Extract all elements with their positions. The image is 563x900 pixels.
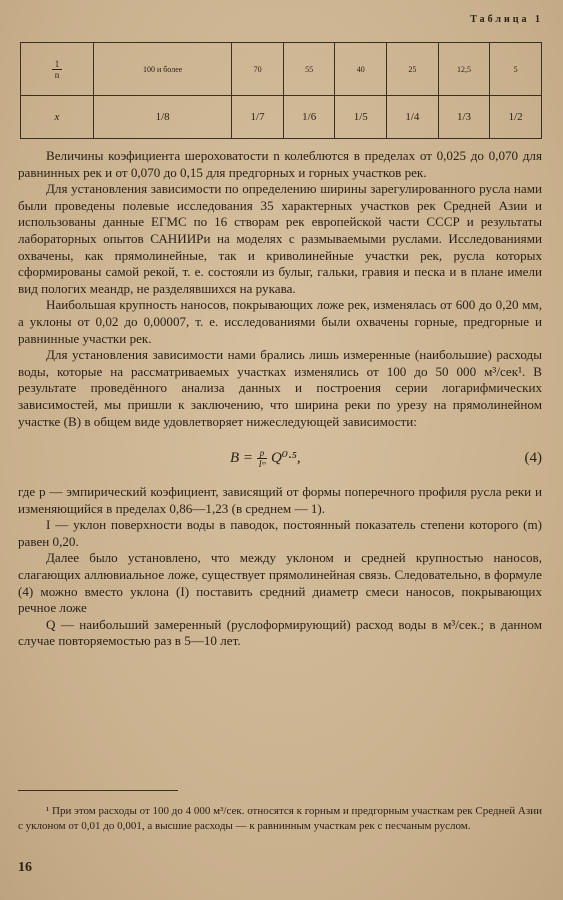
table-caption: Таблица 1: [470, 14, 543, 25]
paragraph: Для установления зависимости по определению ширины зарегулированного русла нами были проведены полевые исследования 35 характерных участков рек Средней Азии и использованы данные ЕГМС по 16 створам рек европейской части СССР и результаты лабораторных опытов САНИИРи на моделях с размываемыми руслами. Исследованиями охвачены, как прямолинейные, так и криволинейные участки рек, русла которых сформированы самой рекой, т. е. состояли из булыг, гальки, гравия и песка и в плане имели вид пологих меандр, не разделявшихся на рукава.: [18, 181, 542, 296]
paragraph: Величины коэфициента шероховатости n колеблются в пределах от 0,025 до 0,070 для равнинных рек и от 0,070 до 0,15 для предгорных и горных участков рек.: [18, 148, 542, 180]
fraction-1-over-n: $\frac{1}{n}$: [52, 59, 63, 80]
table-cell: 100 и более: [94, 43, 232, 96]
formula-expression: B = $\frac{p}{\text{Iᵐ}} Q^0\cdot^5$,: [230, 448, 301, 470]
paragraph: Далее было установлено, что между уклоном и средней крупностью наносов, слагающих аллювиальное ложе, существует прямолинейная связь. Следовательно, в формуле (4) можно вместо уклона (I) поставить средний диаметр смеси наносов, покрывающих речное ложе: [18, 550, 542, 616]
row-header-inverse-n: [21, 43, 94, 96]
row-header-x: x: [21, 96, 94, 139]
table-row: [21, 43, 542, 96]
table-cell: 40: [335, 43, 387, 96]
table-cell: 55: [283, 43, 335, 96]
body-text: [18, 148, 542, 650]
table-cell: 1/6: [283, 96, 335, 139]
footnote-divider: [18, 790, 178, 791]
table-cell: 1/3: [438, 96, 490, 139]
paragraph: Q — наибольший замеренный (руслоформирующий) расход воды в м³/сек.; в данном случае повторяемостью раз в 5—10 лет.: [18, 616, 542, 649]
table-cell: 12,5: [438, 43, 490, 96]
paragraph: I — уклон поверхности воды в паводок, постоянный показатель степени которого (m) равен 0,20.: [18, 517, 542, 549]
paragraph: Наибольшая крупность наносов, покрывающих ложе рек, изменялась от 600 до 0,20 мм, а уклоны от 0,02 до 0,00007, т. е. исследованиями были охвачены горные, предгорные и равнинные участки рек.: [18, 297, 542, 346]
formula-4: [18, 436, 542, 482]
table-cell: 70: [232, 43, 284, 96]
table-cell: 25: [387, 43, 439, 96]
table-cell: 1/2: [490, 96, 542, 139]
paragraph: Для установления зависимости нами брались лишь измеренные (наибольшие) расходы воды, которые на рассматриваемых участках изменялись от 100 до 50 000 м³/сек¹. В результате проведённого анализа данных и построения серии логарифмических зависимостей, мы пришли к заключению, что ширина реки по урезу на прямолинейном участке (B) в общем виде удовлетворяет нижеследующей зависимости:: [18, 347, 542, 429]
table-cell: 1/5: [335, 96, 387, 139]
formula-fraction: $\frac{p}{\text{Iᵐ}}$: [258, 448, 266, 470]
page-number: 16: [18, 860, 32, 875]
table-cell: 1/4: [387, 96, 439, 139]
equation-number: (4): [524, 450, 542, 467]
paragraph: где p — эмпирический коэфициент, зависящий от формы поперечного профиля русла реки и изменяющийся в пределах 0,86—1,23 (в среднем — 1).: [18, 484, 542, 516]
table-cell: 1/8: [94, 96, 232, 139]
table-row: [21, 96, 542, 139]
table-cell: 5: [490, 43, 542, 96]
table-cell: 1/7: [232, 96, 284, 139]
footnote: ¹ При этом расходы от 100 до 4 000 м³/сек. относятся к горным и предгорным участкам рек Средней Азии с уклоном от 0,01 до 0,001, а высшие расходы — к равнинным участкам рек с песчаным руслом.: [18, 805, 542, 832]
coefficient-table: [20, 42, 542, 139]
